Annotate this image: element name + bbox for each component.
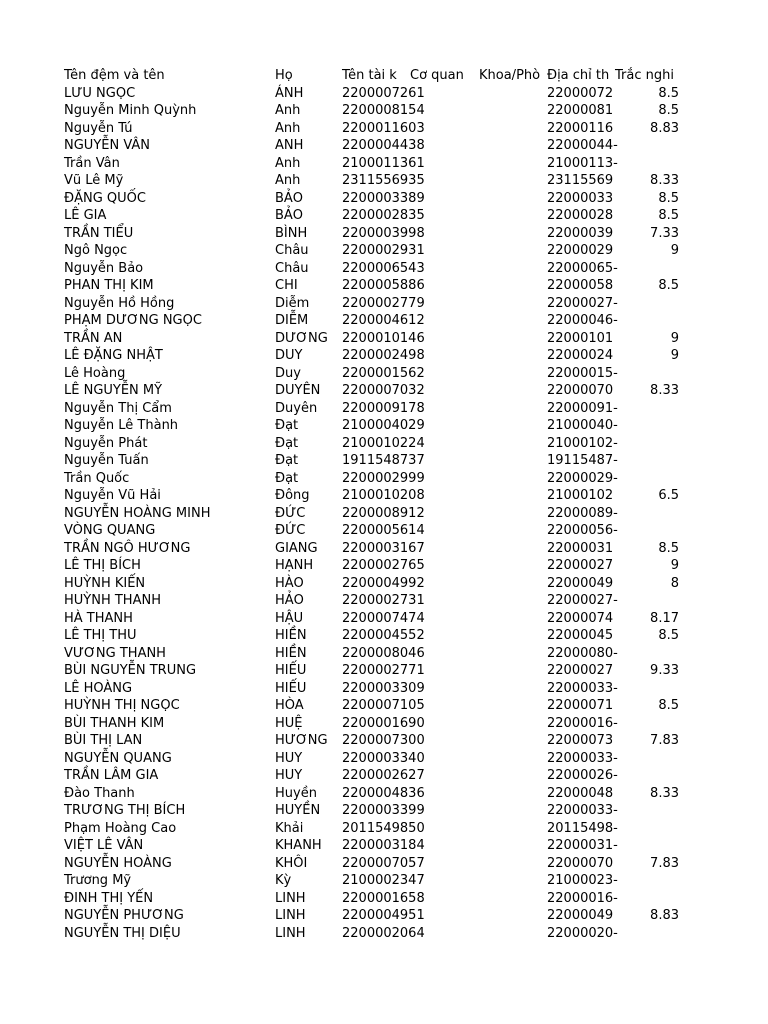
cell-email: 22000033- [547,803,618,818]
cell-email: 22000031- [547,838,618,853]
cell-name: Phạm Hoàng Cao [64,820,177,836]
cell-name: Lê Hoàng [64,365,126,381]
cell-ho: DƯƠNG [275,330,328,346]
cell-score: 8.83 [650,120,679,136]
cell-ho: Đạt [275,418,299,433]
cell-account: 2311556935 [342,173,425,188]
table-row [0,662,768,680]
header-row [0,67,768,85]
cell-name: NGUYỄN QUANG [64,750,172,766]
student-table [0,67,768,942]
cell-ho: CHI [275,278,298,293]
cell-name: VÒNG QUANG [64,523,156,538]
table-row [0,592,768,610]
cell-name: LÊ GIA [64,208,107,223]
cell-score: 8.83 [650,908,679,923]
cell-email: 22000070 [547,855,614,871]
cell-email: 23115569 [547,173,614,188]
cell-ho: BÌNH [275,225,308,241]
cell-name: Vũ Lê Mỹ [64,173,124,188]
cell-email: 22000027- [547,295,618,311]
cell-account: 2200005886 [342,278,425,293]
table-row [0,102,768,120]
cell-ho: Huyền [275,785,317,801]
cell-name: Nguyễn Lê Thành [64,418,179,433]
cell-ho: HƯƠNG [275,733,328,748]
cell-score: 8.5 [658,208,679,223]
cell-name: Nguyễn Tuấn [64,453,149,468]
cell-name: ĐẶNG QUỐC [64,190,146,206]
table-row [0,837,768,855]
table-row [0,610,768,628]
cell-email: 22000056- [547,523,618,538]
cell-email: 22000024 [547,348,614,363]
table-row [0,172,768,190]
table-row [0,505,768,523]
cell-name: LÊ ĐẶNG NHẬT [64,348,163,363]
cell-ho: Diễm [275,295,310,311]
cell-name: VIỆT LÊ VÂN [64,838,144,853]
cell-ho: Đạt [275,435,299,451]
table-body [0,85,768,943]
cell-score: 8.33 [650,785,679,801]
cell-account: 2200002999 [342,470,425,486]
table-row [0,417,768,435]
table-row [0,190,768,208]
cell-ho: HUYỀN [275,803,321,818]
cell-account: 2100011361 [342,155,425,171]
cell-score: 8.5 [658,278,679,293]
cell-ho: Đông [275,488,310,503]
cell-name: HÀ THANH [64,610,133,626]
cell-account: 2200008046 [342,645,425,661]
cell-email: 22000070 [547,383,614,398]
cell-ho: HIẾU [275,680,307,696]
cell-name: PHẠM DƯƠNG NGỌC [64,313,202,328]
cell-email: 22000074 [547,610,614,626]
cell-email: 22000044- [547,138,618,153]
table-row [0,925,768,943]
cell-email: 20115498- [547,820,618,836]
cell-score: 8.17 [650,610,679,626]
cell-score: 8 [670,575,679,591]
cell-email: 22000071 [547,698,614,713]
cell-ho: DUYÊN [275,383,321,398]
cell-account: 2011549850 [342,820,425,836]
cell-account: 2100010208 [342,488,425,503]
cell-name: Nguyễn Vũ Hải [64,488,161,503]
cell-account: 2200007300 [342,733,425,748]
cell-ho: LINH [275,908,306,923]
cell-name: TRẦN NGÔ HƯƠNG [64,540,191,556]
cell-account: 2200003340 [342,750,425,766]
cell-email: 22000089- [547,505,618,521]
table-row [0,85,768,103]
cell-email: 22000033 [547,190,614,206]
cell-account: 2200008912 [342,505,425,521]
table-row [0,225,768,243]
cell-account: 2200007105 [342,698,425,713]
cell-email: 22000039 [547,225,614,241]
cell-score: 8.5 [658,698,679,713]
cell-email: 22000020- [547,925,618,941]
cell-email: 22000015- [547,365,618,381]
cell-name: HUỲNH THANH [64,593,161,608]
cell-account: 2200003389 [342,190,425,206]
cell-email: 21000023- [547,873,618,888]
cell-score: 9 [670,243,679,258]
table-row [0,137,768,155]
cell-name: LƯU NGỌC [64,85,136,101]
cell-account: 2200009178 [342,400,425,416]
table-row [0,802,768,820]
table-row [0,557,768,575]
cell-email: 22000027 [547,558,614,573]
header-dept: Khoa/Phò [479,68,541,83]
cell-ho: Anh [275,120,301,136]
header-email: Địa chỉ th [547,68,610,83]
cell-email: 22000026- [547,768,618,783]
cell-ho: Anh [275,155,301,171]
cell-ho: Châu [275,243,309,258]
cell-email: 22000065- [547,260,618,276]
table-row [0,260,768,278]
cell-email: 22000033- [547,750,618,766]
cell-score: 8.33 [650,383,679,398]
table-row [0,347,768,365]
table-row [0,820,768,838]
cell-account: 1911548737 [342,453,425,468]
table-row [0,242,768,260]
cell-account: 2200002771 [342,663,425,678]
cell-account: 2100010224 [342,435,425,451]
cell-name: NGUYỄN THỊ DIỆU [64,925,181,941]
cell-ho: ÁNH [275,85,304,101]
cell-account: 2200006543 [342,260,425,276]
cell-ho: Khải [275,820,304,836]
table-row [0,330,768,348]
cell-ho: KHANH [275,838,322,853]
table-row [0,750,768,768]
cell-name: LÊ THỊ BÍCH [64,558,141,573]
table-row [0,295,768,313]
cell-ho: Anh [275,173,301,188]
cell-ho: DIỄM [275,313,309,328]
cell-ho: HẢO [275,593,304,608]
table-row [0,907,768,925]
table-row [0,680,768,698]
table-row [0,400,768,418]
cell-ho: BẢO [275,208,304,223]
cell-email: 22000049 [547,908,614,923]
cell-score: 7.33 [650,225,679,241]
cell-score: 8.5 [658,190,679,206]
cell-email: 22000058 [547,278,614,293]
cell-account: 2200007261 [342,85,425,101]
cell-email: 22000049 [547,575,614,591]
table-row [0,207,768,225]
cell-name: Nguyễn Minh Quỳnh [64,103,197,118]
table-row [0,732,768,750]
cell-account: 2200004552 [342,628,425,643]
cell-name: Ngô Ngọc [64,243,128,258]
table-row [0,872,768,890]
header-ho: Họ [275,68,293,83]
cell-ho: DUY [275,348,303,363]
cell-account: 2200001658 [342,890,425,906]
table-row [0,855,768,873]
cell-name: VƯƠNG THANH [64,645,166,661]
table-row [0,575,768,593]
cell-name: BÙI THỊ LAN [64,733,143,748]
cell-email: 21000102 [547,488,614,503]
cell-email: 22000045 [547,628,614,643]
cell-email: 22000029 [547,243,614,258]
cell-name: TRẦN TIỂU [64,225,134,241]
cell-account: 2200007032 [342,383,425,398]
cell-name: NGUYỄN HOÀNG [64,855,172,871]
cell-email: 21000040- [547,418,618,433]
cell-name: TRƯƠNG THỊ BÍCH [64,803,186,818]
cell-account: 2200002064 [342,925,425,941]
cell-ho: HIỀN [275,645,307,661]
table-row [0,120,768,138]
cell-email: 22000031 [547,540,614,556]
cell-account: 2200004951 [342,908,425,923]
cell-score: 9 [670,330,679,346]
cell-ho: HUỆ [275,715,303,731]
cell-email: 21000113- [547,155,618,171]
cell-account: 2200002779 [342,295,425,311]
cell-account: 2200003309 [342,680,425,696]
cell-ho: LINH [275,925,306,941]
cell-name: ĐINH THỊ YẾN [64,890,154,906]
cell-ho: GIANG [275,540,318,556]
cell-email: 22000073 [547,733,614,748]
cell-account: 2200003399 [342,803,425,818]
cell-score: 7.83 [650,855,679,871]
cell-email: 19115487- [547,453,618,468]
cell-account: 2200007474 [342,610,425,626]
cell-account: 2200003167 [342,540,425,556]
table-row [0,785,768,803]
cell-name: HUỲNH KIẾN [64,575,146,591]
cell-account: 2200008154 [342,103,425,118]
cell-ho: Anh [275,103,301,118]
cell-email: 22000101 [547,330,614,346]
cell-ho: KHÔI [275,855,308,871]
cell-ho: Đạt [275,453,299,468]
cell-name: Nguyễn Hồ Hồng [64,295,175,311]
cell-name: NGUYỄN VÂN [64,138,151,153]
cell-account: 2200010146 [342,330,425,346]
cell-account: 2200002931 [342,243,425,258]
table-row [0,697,768,715]
cell-name: Nguyễn Tú [64,120,133,136]
cell-account: 2200001562 [342,365,425,381]
cell-email: 21000102- [547,435,618,451]
cell-score: 9 [670,558,679,573]
cell-name: BÙI THANH KIM [64,715,165,731]
cell-ho: Châu [275,260,309,276]
cell-ho: Duyên [275,400,318,416]
table-row [0,435,768,453]
cell-ho: BẢO [275,190,304,206]
cell-score: 8.33 [650,173,679,188]
table-row [0,627,768,645]
cell-name: Nguyễn Phát [64,435,148,451]
table-row [0,715,768,733]
header-org: Cơ quan [410,68,464,83]
cell-score: 9 [670,348,679,363]
cell-account: 2200004612 [342,313,425,328]
cell-name: PHAN THỊ KIM [64,278,154,293]
cell-email: 22000027 [547,663,614,678]
cell-email: 22000028 [547,208,614,223]
table-row [0,470,768,488]
cell-score: 9.33 [650,663,679,678]
cell-account: 2200001690 [342,715,425,731]
header-name: Tên đệm và tên [64,68,165,83]
cell-name: TRẦN LÂM GIA [64,768,159,783]
cell-account: 2200002835 [342,208,425,223]
table-row [0,767,768,785]
cell-name: BÙI NGUYỄN TRUNG [64,663,197,678]
cell-email: 22000016- [547,715,618,731]
cell-name: HUỲNH THỊ NGỌC [64,698,180,713]
cell-account: 2200004438 [342,138,425,153]
table-row [0,365,768,383]
cell-account: 2200002731 [342,593,425,608]
cell-ho: HẬU [275,610,304,626]
cell-ho: Duy [275,365,301,381]
cell-ho: LINH [275,890,306,906]
cell-name: LÊ NGUYỄN MỸ [64,383,163,398]
cell-account: 2200002498 [342,348,425,363]
cell-name: Đào Thanh [64,785,135,801]
cell-score: 8.5 [658,540,679,556]
header-account: Tên tài k [342,68,397,83]
header-score: Trắc nghi [615,68,674,83]
cell-email: 22000046- [547,313,618,328]
table-row [0,645,768,663]
cell-ho: HÀO [275,575,304,591]
table-row [0,540,768,558]
cell-name: Trần Vân [64,155,120,171]
cell-email: 22000081 [547,103,614,118]
cell-account: 2200002627 [342,768,425,783]
cell-name: Nguyễn Bảo [64,260,144,276]
table-row [0,487,768,505]
cell-account: 2200002765 [342,558,425,573]
cell-score: 8.5 [658,85,679,101]
cell-account: 2100004029 [342,418,425,433]
cell-score: 7.83 [650,733,679,748]
table-row [0,522,768,540]
cell-ho: Đạt [275,470,299,486]
cell-email: 22000027- [547,593,618,608]
cell-ho: HÒA [275,698,304,713]
cell-email: 22000033- [547,680,618,696]
table-row [0,890,768,908]
cell-ho: ĐỨC [275,505,306,521]
table-row [0,452,768,470]
cell-ho: HUY [275,768,303,783]
cell-account: 2200005614 [342,523,425,538]
cell-name: LÊ HOÀNG [64,680,133,696]
table-row [0,312,768,330]
cell-email: 22000029- [547,470,618,486]
cell-email: 22000048 [547,785,614,801]
cell-ho: ANH [275,138,304,153]
table-row [0,277,768,295]
cell-ho: HUY [275,750,303,766]
cell-score: 8.5 [658,103,679,118]
cell-score: 8.5 [658,628,679,643]
cell-account: 2200003184 [342,838,425,853]
cell-email: 22000072 [547,85,614,101]
cell-score: 6.5 [658,488,679,503]
cell-name: Nguyễn Thị Cẩm [64,400,172,416]
cell-account: 2200007057 [342,855,425,871]
cell-ho: HẠNH [275,558,314,573]
cell-email: 22000016- [547,890,618,906]
cell-ho: HIẾU [275,663,307,678]
cell-ho: ĐỨC [275,523,306,538]
cell-account: 2200011603 [342,120,425,136]
cell-account: 2100002347 [342,873,425,888]
cell-name: TRẦN AN [64,330,123,346]
cell-account: 2200003998 [342,225,425,241]
table-row [0,155,768,173]
cell-ho: HIỀN [275,628,307,643]
cell-account: 2200004836 [342,785,425,801]
cell-ho: Kỳ [275,873,292,888]
table-row [0,382,768,400]
cell-name: Trần Quốc [64,470,130,486]
cell-email: 22000116 [547,120,614,136]
cell-account: 2200004992 [342,575,425,591]
cell-email: 22000080- [547,645,618,661]
cell-name: LÊ THỊ THU [64,628,137,643]
cell-name: Trương Mỹ [64,873,132,888]
cell-name: NGUYỄN HOÀNG MINH [64,505,211,521]
cell-name: NGUYỄN PHƯƠNG [64,908,184,923]
cell-email: 22000091- [547,400,618,416]
